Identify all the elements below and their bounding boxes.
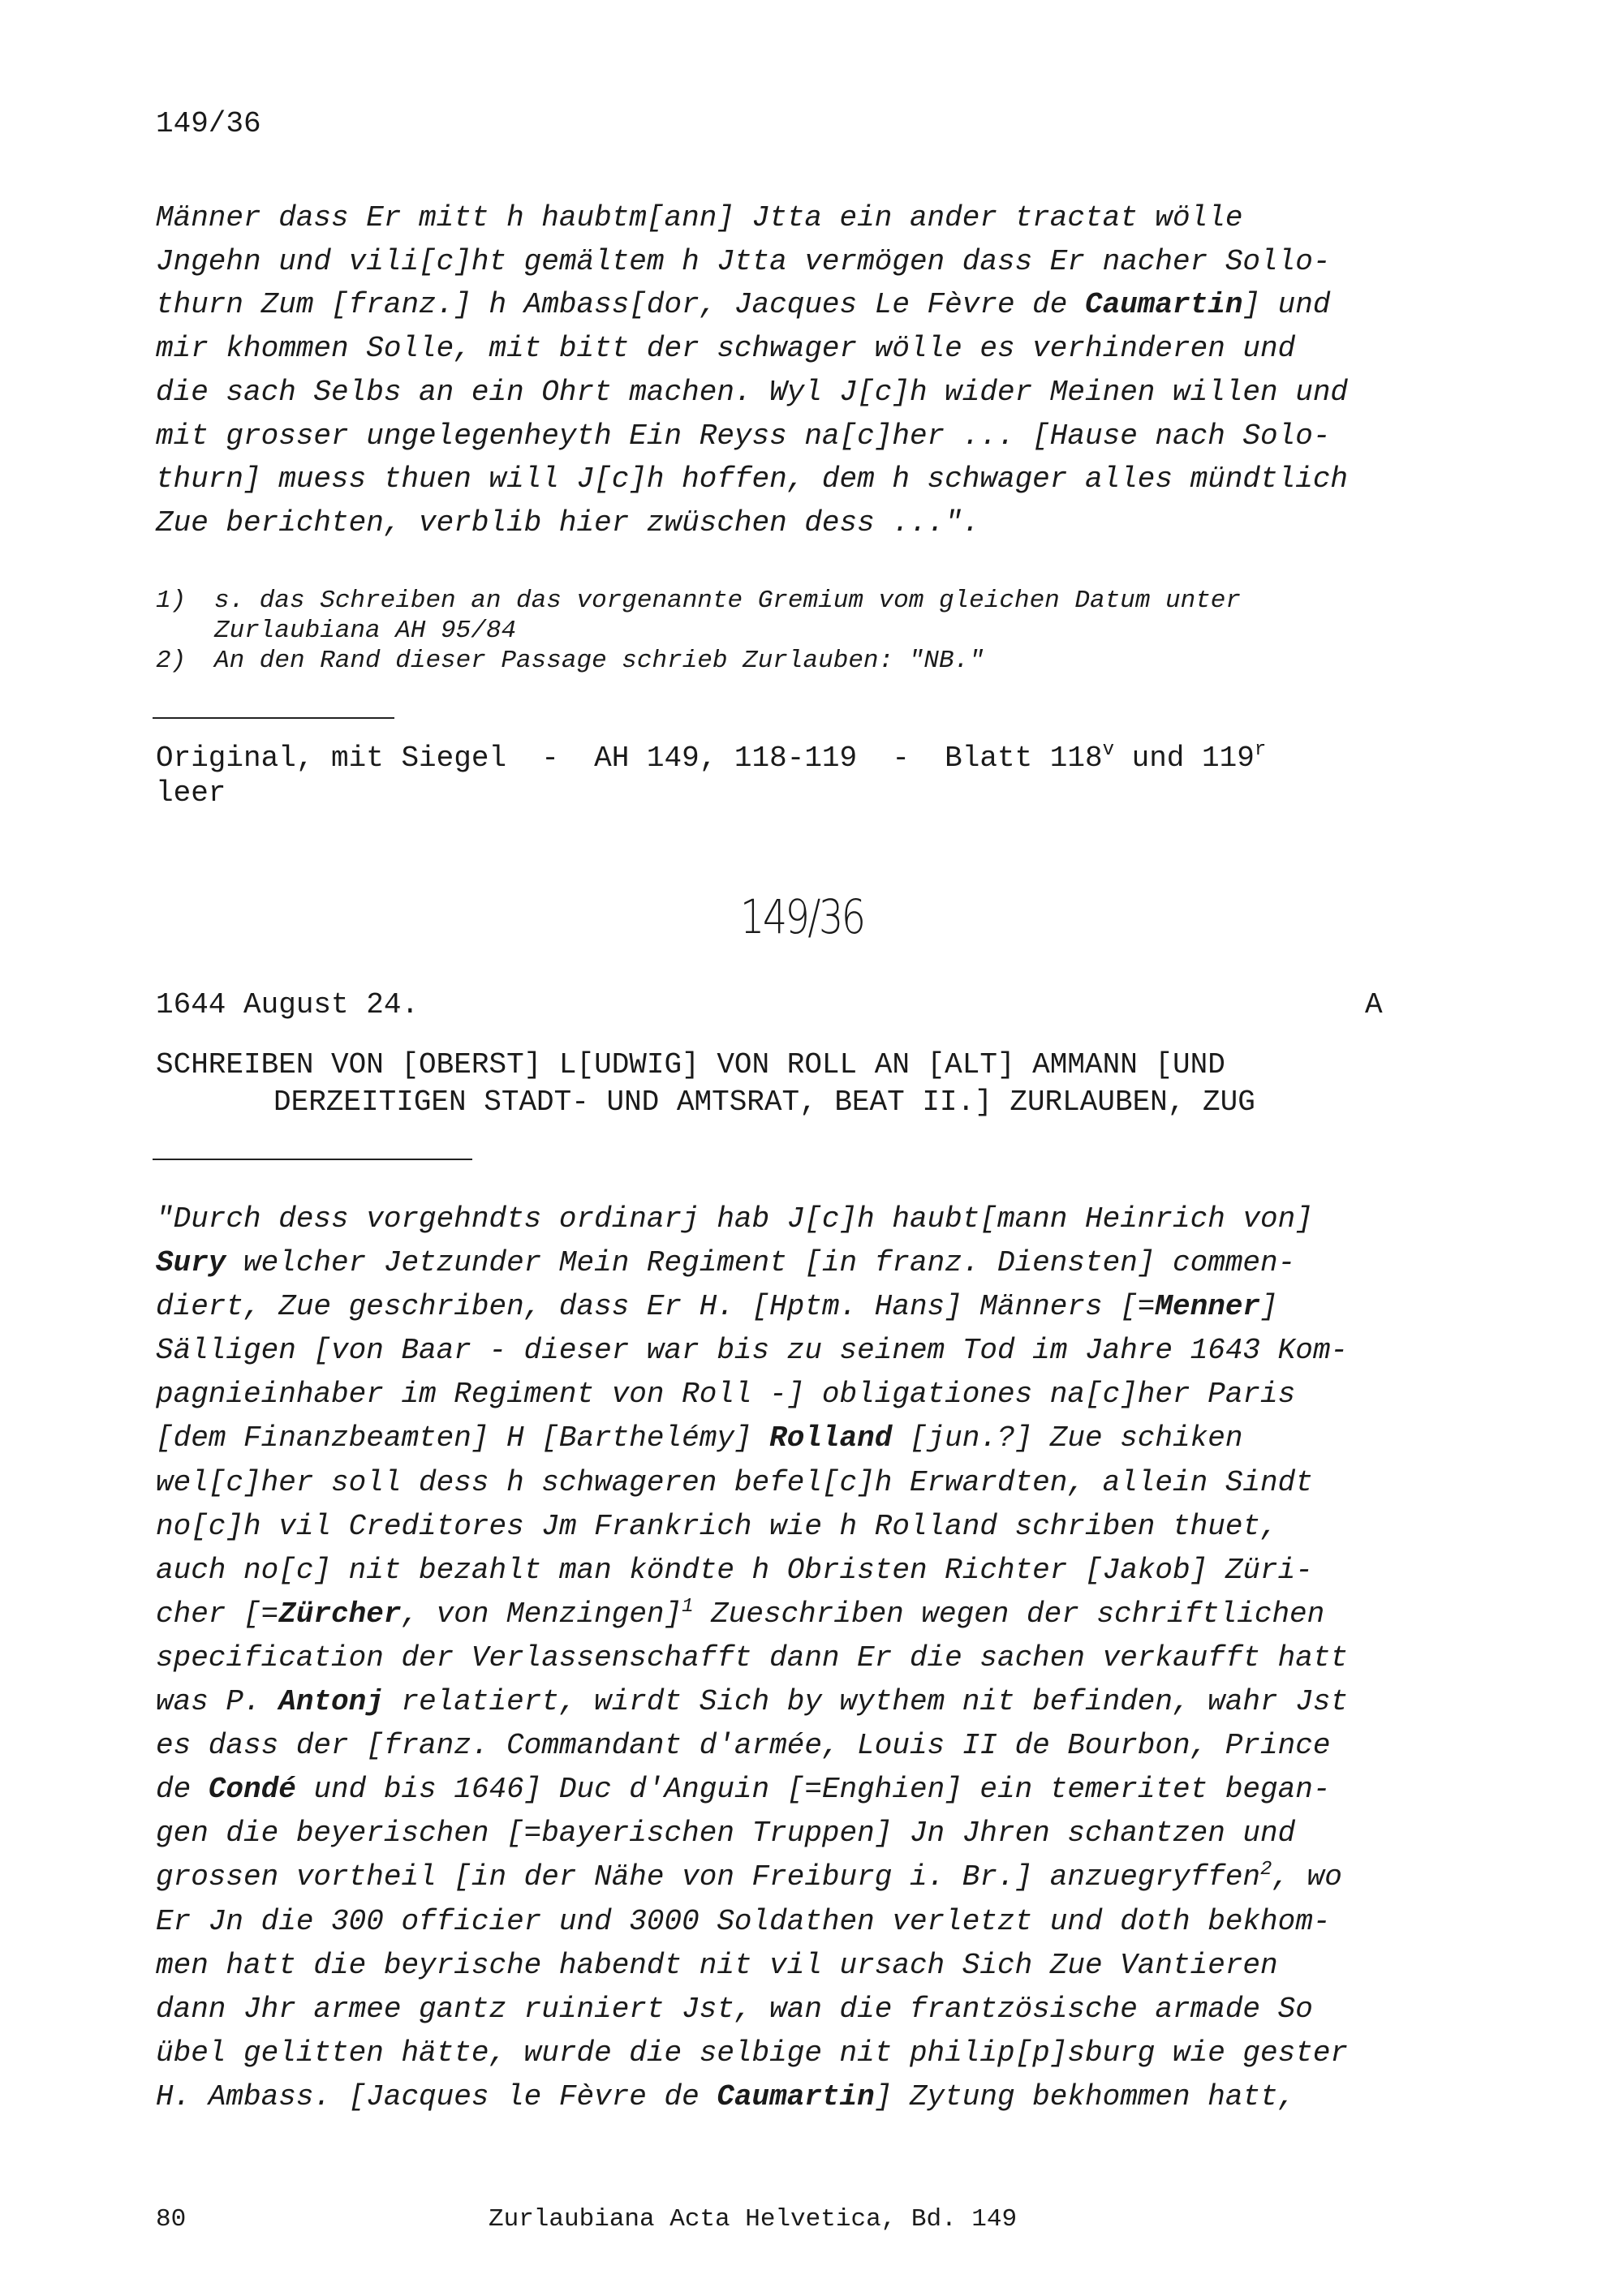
source-text-b: und 119 <box>1114 742 1255 775</box>
source-text-a: Original, mit Siegel - AH 149, 118-119 - Blatt 118 <box>156 742 1103 775</box>
letter-line: Sälligen [von Baar - dieser war bis zu seinem Tod im Jahre 1643 Kom- <box>156 1334 1349 1368</box>
footnote-2 <box>156 646 1422 676</box>
previous-letter-line: die sach Selbs an ein Ohrt machen. Wyl J[c]h wider Meinen willen und <box>156 375 1349 409</box>
letter-line: dann Jhr armee gantz ruiniert Jst, wan die frantzösische armade So <box>156 1992 1313 2026</box>
footnote-number: 2) <box>156 647 187 675</box>
footnote-marker: 1 <box>682 1595 694 1618</box>
previous-letter-line: Jngehn und vili[c]ht gemältem h Jtta vermögen dass Er nacher Sollo- <box>156 244 1331 278</box>
source-text-line2: leer <box>156 776 226 810</box>
footer-page-number: 80 <box>156 2205 187 2234</box>
letter-line: wel[c]her soll dess h schwageren befel[c]h Erwardten, allein Sindt <box>156 1465 1313 1499</box>
letter-line: übel gelitten hätte, wurde die selbige nit philip[p]sburg wie gester <box>156 2036 1349 2070</box>
letter-line: grossen vortheil [in der Nähe von Freiburg i. Br.] anzuegryffen$^2$, wo <box>156 1859 1342 1894</box>
separator-rule <box>153 717 394 719</box>
footnote-1 <box>156 586 1422 646</box>
source-sup-verso: v <box>1102 739 1114 761</box>
letter-line: pagnieinhaber im Regiment von Roll -] obligationes na[c]her Paris <box>156 1378 1296 1412</box>
name-emphasis: Sury <box>156 1246 226 1280</box>
source-note <box>156 741 1454 810</box>
previous-letter-line: Zue berichten, verblib hier zwüschen dess ...". <box>156 505 980 540</box>
letter-line: H. Ambass. [Jacques le Fèvre de Caumartin] Zytung bekhommen hatt, <box>156 2079 1296 2113</box>
source-sup-recto: r <box>1254 739 1267 761</box>
name-emphasis: Zürcher <box>278 1597 402 1631</box>
letter-line: [dem Finanzbeamten] H [Barthelémy] Rolland [jun.?] Zue schiken <box>156 1421 1243 1455</box>
previous-letter-line: thurn Zum [franz.] h Ambass[dor, Jacques Le Fèvre de Caumartin] und <box>156 288 1331 322</box>
name-emphasis: Condé <box>208 1773 296 1807</box>
name-emphasis: Menner <box>1155 1290 1261 1324</box>
name-emphasis: Caumartin <box>1085 288 1243 322</box>
letter-line: es dass der [franz. Commandant d'armée, Louis II de Bourbon, Prince <box>156 1729 1331 1763</box>
letter-line: no[c]h vil Creditores Jm Frankrich wie h Rolland schriben thuet, <box>156 1509 1278 1543</box>
letter-line: men hatt die beyrische habendt nit vil ursach Sich Zue Vantieren <box>156 1948 1278 1982</box>
name-emphasis: Caumartin <box>717 2079 875 2113</box>
letter-line: Sury welcher Jetzunder Mein Regiment [in franz. Diensten] commen- <box>156 1246 1296 1280</box>
footnote-text: An den Rand dieser Passage schrieb Zurlauben: "NB." <box>214 647 984 675</box>
letter-line: cher [=Zürcher, von Menzingen]$^1$ Zueschriben wegen der schriftlichen <box>156 1595 1325 1631</box>
name-emphasis: Antonj <box>278 1685 384 1719</box>
previous-letter-line: Männer dass Er mitt h haubtm[ann] Jtta ein ander tractat wölle <box>156 201 1243 234</box>
letter-line: de Condé und bis 1646] Duc d'Anguin [=Enghien] ein temeritet began- <box>156 1773 1331 1807</box>
letter-line: specification der Verlassenschafft dann Er die sachen verkaufft hatt <box>156 1640 1349 1675</box>
footnote-marker: 2 <box>1260 1859 1272 1881</box>
previous-letter-line: mir khommen Solle, mit bitt der schwager wölle es verhinderen und <box>156 332 1296 366</box>
name-emphasis: Rolland <box>769 1421 893 1455</box>
previous-letter-line: thurn] muess thuen will J[c]h hoffen, dem h schwager alles mündtlich <box>156 462 1349 497</box>
letter-line: "Durch dess vorgehndts ordinarj hab J[c]h haubt[mann Heinrich von] <box>156 1202 1313 1236</box>
heading-line-1: SCHREIBEN VON [OBERST] L[UDWIG] VON ROLL AN [ALT] AMMANN [UND <box>156 1048 1225 1081</box>
running-header-number: 149/36 <box>156 107 261 140</box>
footnote-number: 1) <box>156 587 187 615</box>
previous-letter-body <box>156 196 1422 545</box>
previous-letter-line: mit grosser ungelegenheyth Ein Reyss na[c]her ... [Hause nach Solo- <box>156 419 1331 453</box>
letter-line: auch no[c] nit bezahlt man köndte h Obristen Richter [Jakob] Züri- <box>156 1553 1313 1587</box>
letter-line: Er Jn die 300 officier und 3000 Soldathen verletzt und doth bekhom- <box>156 1904 1331 1938</box>
document-number-title: 149/36 <box>740 889 864 944</box>
document-heading <box>156 1047 1422 1121</box>
letter-line: diert, Zue geschriben, dass Er H. [Hptm. Hans] Männers [=Menner] <box>156 1290 1278 1324</box>
letter-line: was P. Antonj relatiert, wirdt Sich by wythem nit befinden, wahr Jst <box>156 1685 1349 1719</box>
footer-publication-title: Zurlaubiana Acta Helvetica, Bd. 149 <box>489 2205 1018 2234</box>
footnote-text: s. das Schreiben an das vorgenannte Gremium vom gleichen Datum unter Zurlaubiana AH 95/84 <box>214 587 1242 645</box>
document-category: A <box>1365 988 1383 1021</box>
heading-line-2: DERZEITIGEN STADT- UND AMTSRAT, BEAT II.] ZURLAUBEN, ZUG <box>273 1086 1255 1119</box>
footnotes <box>156 586 1422 676</box>
letter-body <box>156 1197 1454 2119</box>
separator-rule <box>153 1159 472 1160</box>
document-date: 1644 August 24. <box>156 988 420 1021</box>
letter-line: gen die beyerischen [=bayerischen Truppen] Jn Jhren schantzen und <box>156 1817 1296 1851</box>
